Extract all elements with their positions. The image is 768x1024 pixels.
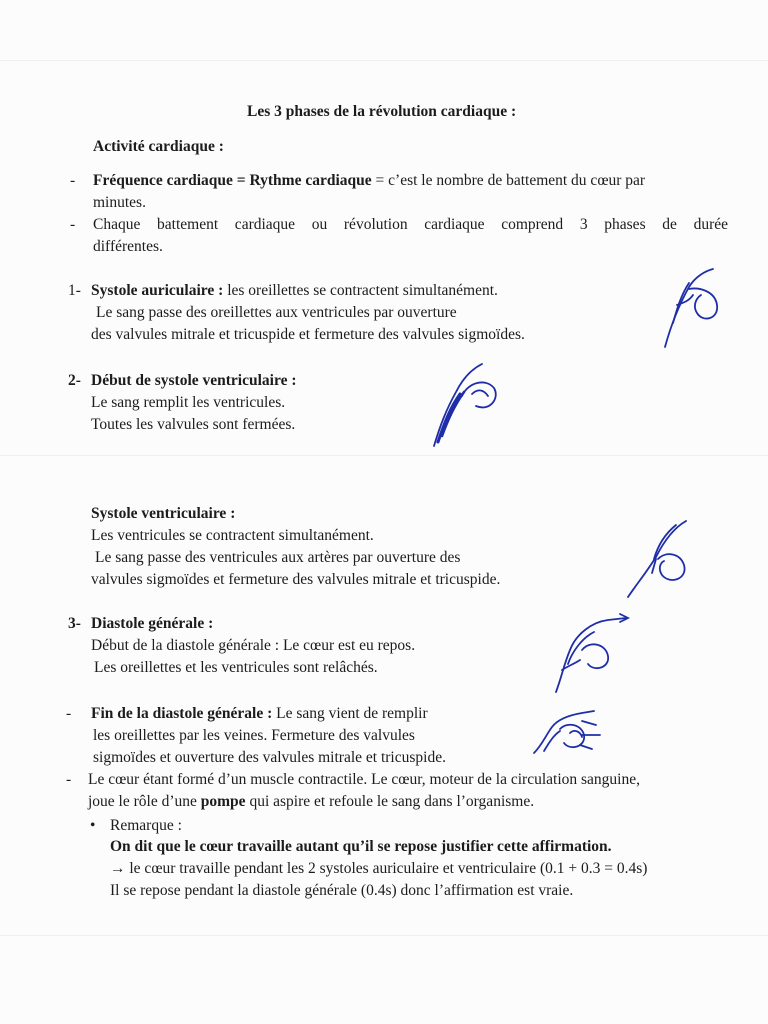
coeur-line-1: Le cœur étant formé d’un muscle contractile. Le cœur, moteur de la circulation sanguine,: [88, 771, 640, 788]
coeur-text-post: qui aspire et refoule le sang dans l’organisme.: [245, 793, 535, 810]
heart-sketch-systole-ventriculaire: [622, 515, 694, 600]
section-heading-activite: Activité cardiaque :: [93, 138, 224, 155]
fin-line-3: sigmoïdes et ouverture des valvules mitrale et tricuspide.: [93, 749, 446, 766]
systole-v-line-4: valvules sigmoïdes et fermeture des valvules mitrale et tricuspide.: [91, 571, 501, 588]
systole-v-line-2: Les ventricules se contractent simultanément.: [91, 527, 374, 544]
coeur-text-pre: joue le rôle d’une: [88, 793, 201, 810]
definition-frequence: = c’est le nombre de battement du cœur par: [371, 172, 646, 189]
phase1-line-1: [91, 281, 498, 301]
heart-sketch-diastole: [548, 610, 633, 695]
heart-sketch-fin-diastole: [530, 705, 610, 765]
scan-line: [0, 60, 768, 61]
phase-number-1: 1-: [68, 282, 81, 299]
remarque-label: Remarque :: [110, 817, 182, 834]
systole-ventriculaire-title: Systole ventriculaire :: [91, 505, 236, 522]
bullet-battement: Chaque battement cardiaque ou révolution cardiaque comprend 3 phases de durée: [93, 216, 728, 233]
phase3-title: Diastole générale :: [91, 615, 214, 632]
phase-number-2: 2-: [68, 372, 81, 389]
remarque-answer-2: Il se repose pendant la diastole générale (0.4s) donc l’affirmation est vraie.: [110, 882, 574, 899]
term-frequence: Fréquence cardiaque = Rythme cardiaque: [93, 172, 372, 189]
phase1-text: les oreillettes se contractent simultanément.: [223, 282, 498, 299]
page-title: Les 3 phases de la révolution cardiaque :: [247, 103, 517, 120]
remarque-answer-1: → le cœur travaille pendant les 2 systoles auriculaire et ventriculaire (0.1 + 0.3 = 0.4s): [110, 860, 648, 877]
fin-text: Le sang vient de remplir: [272, 705, 428, 722]
phase1-title: Systole auriculaire :: [91, 282, 224, 299]
bullet-dot: •: [90, 817, 96, 834]
heart-sketch-debut-systole: [428, 360, 503, 452]
dash-bullet: -: [70, 172, 76, 189]
bullet-battement-cont: différentes.: [93, 238, 163, 255]
fin-line-1: [91, 704, 428, 724]
phase2-line-2: Le sang remplit les ventricules.: [91, 394, 286, 411]
phase3-line-2: Début de la diastole générale : Le cœur est eu repos.: [91, 637, 416, 654]
remarque-question: On dit que le cœur travaille autant qu’il se repose justifier cette affirmation.: [110, 838, 612, 855]
fin-title: Fin de la diastole générale :: [91, 705, 273, 722]
dash-bullet: -: [66, 771, 72, 788]
phase1-line-2: Le sang passe des oreillettes aux ventricules par ouverture: [96, 304, 457, 321]
bullet-frequence: [93, 171, 645, 191]
phase-number-3: 3-: [68, 615, 81, 632]
phase1-line-3: des valvules mitrale et tricuspide et fermeture des valvules sigmoïdes.: [91, 326, 525, 343]
term-pompe: pompe: [200, 793, 246, 810]
scan-line: [0, 935, 768, 936]
dash-bullet: -: [66, 705, 72, 722]
dash-bullet: -: [70, 216, 76, 233]
bullet-frequence-cont: minutes.: [93, 194, 146, 211]
coeur-line-2: [88, 792, 534, 812]
heart-sketch-systole-auriculaire: [655, 265, 725, 350]
phase2-title: Début de systole ventriculaire :: [91, 372, 297, 389]
phase3-line-3: Les oreillettes et les ventricules sont relâchés.: [94, 659, 378, 676]
scan-line: [0, 455, 768, 456]
fin-line-2: les oreillettes par les veines. Fermeture des valvules: [93, 727, 415, 744]
phase2-line-3: Toutes les valvules sont fermées.: [91, 416, 296, 433]
systole-v-line-3: Le sang passe des ventricules aux artères par ouverture des: [95, 549, 461, 566]
